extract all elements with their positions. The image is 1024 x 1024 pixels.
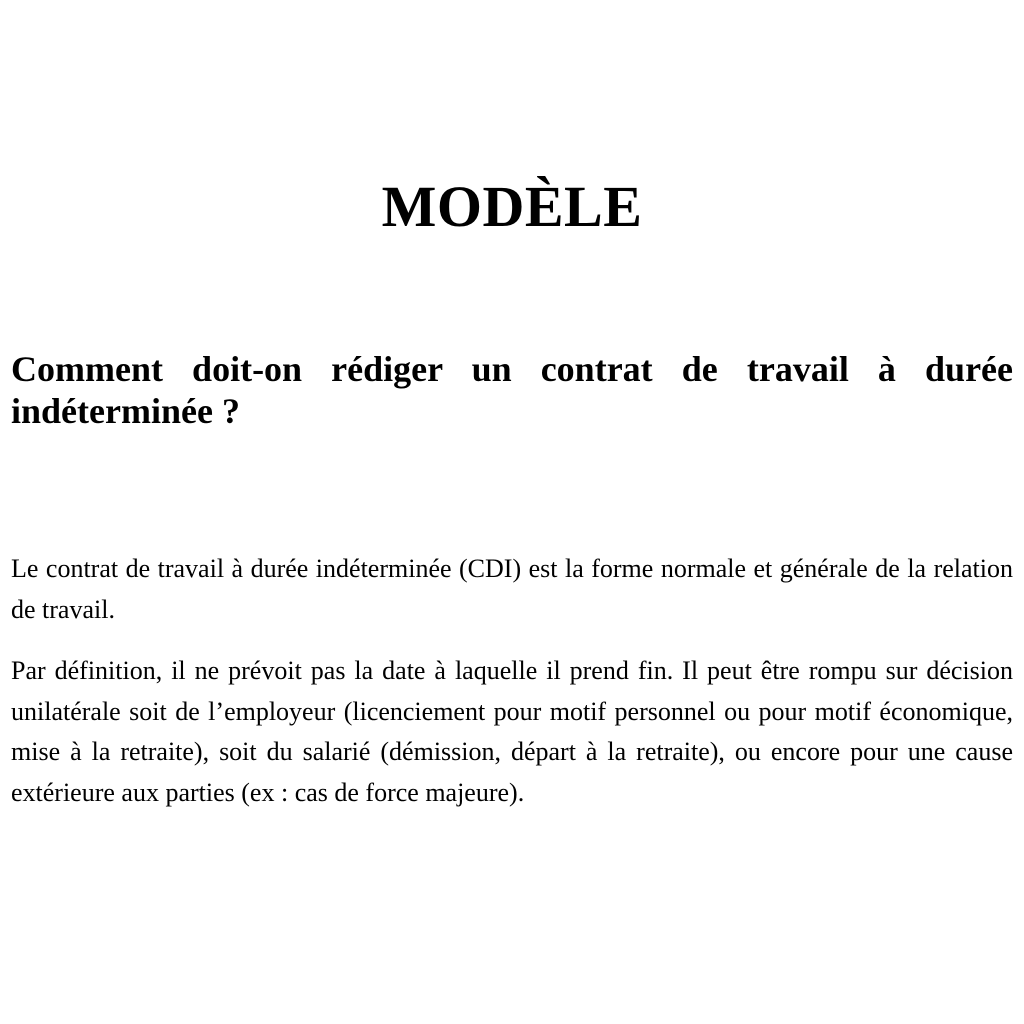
paragraph-definition: Par définition, il ne prévoit pas la date à laquelle il prend fin. Il peut être rompu sur décision unilatérale soit de l’employeur (licenciement pour motif personnel ou pour motif économique, mise à la retraite), soit du salarié (démission, départ à la retraite), ou encore pour une cause extérieure aux parties (ex : cas de force majeure). bbox=[11, 656, 1013, 807]
paragraph-intro: Le contrat de travail à durée indéterminée (CDI) est la forme normale et générale de la relation de travail. bbox=[11, 554, 1013, 624]
section-heading: Comment doit-on rédiger un contrat de travail à durée indéterminée ? bbox=[11, 349, 1013, 431]
document-title: MODÈLE bbox=[381, 174, 643, 239]
